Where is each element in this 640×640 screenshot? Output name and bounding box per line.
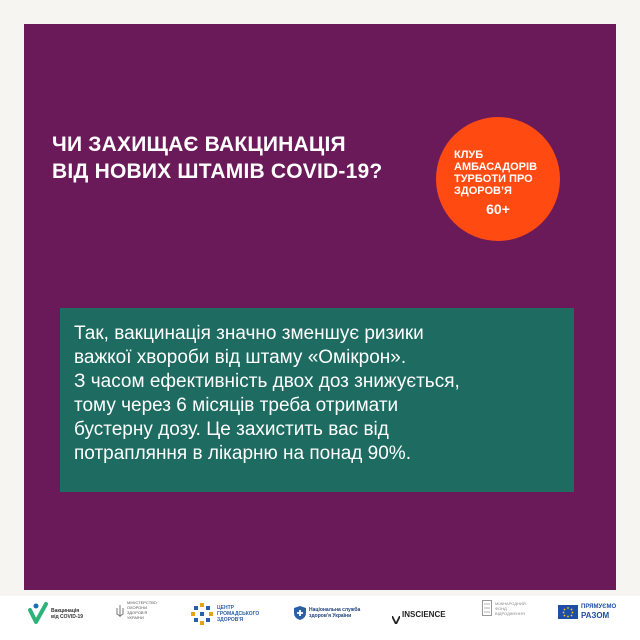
national-health-service-logo <box>294 606 360 620</box>
logo-line: ФОНД <box>495 605 507 611</box>
answer-line: бустерну дозу. Це захистить вас від <box>74 419 389 440</box>
logo-line: ЗДОРОВ'Я <box>127 610 148 615</box>
ministry-health-logo <box>116 600 157 620</box>
badge-title-line: ЗДОРОВ’Я <box>454 185 512 197</box>
question-line: ВІД НОВИХ ШТАМІВ COVID-19? <box>52 160 383 183</box>
question-line: ЧИ ЗАХИЩАЄ ВАКЦИНАЦІЯ <box>52 133 346 156</box>
inscience-icon <box>392 611 400 619</box>
logo-line: ГРОМАДСЬКОГО <box>217 611 260 617</box>
badge-title <box>454 149 556 197</box>
badge-title-line: АМБАСАДОРІВ <box>454 161 538 173</box>
logo-line: ПРЯМУЄМО <box>581 604 617 610</box>
logo-line: ОХОРОНИ <box>127 605 148 610</box>
badge-title-line: КЛУБ <box>454 149 484 161</box>
logo-line: ВІДРОДЖЕННЯ <box>495 610 525 616</box>
slide-card <box>24 24 616 590</box>
health-shield-icon <box>294 606 306 620</box>
logo-line: ЗДОРОВ'Я <box>217 617 244 623</box>
public-health-center-logo <box>190 602 259 626</box>
answer-box <box>60 308 574 492</box>
renaissance-foundation-logo <box>482 600 526 616</box>
answer-line: потрапляння в лікарню на понад 90%. <box>74 443 411 464</box>
answer-line: тому через 6 місяців треба отримати <box>74 395 399 416</box>
coat-of-arms-icon <box>116 604 124 616</box>
logo-line: здоров'я України <box>309 613 352 619</box>
logo-line: ЦЕНТР <box>217 605 234 611</box>
logo-line: РАЗОМ <box>581 611 610 620</box>
renaissance-fund-icon <box>482 600 492 616</box>
logo-line: УКРАЇНИ <box>127 615 144 620</box>
answer-line: З часом ефективність двох доз знижується, <box>74 371 460 392</box>
eu-together-logo <box>558 604 616 620</box>
answer-line: важкої хвороби від штаму «Омікрон». <box>74 347 407 368</box>
partner-logos-footer <box>0 596 640 640</box>
ambassadors-club-badge <box>436 117 560 241</box>
logo-line: МІЖНАРОДНИЙ <box>495 600 526 606</box>
logo-line: від COVID-19 <box>51 614 84 620</box>
vaccination-logo <box>28 602 83 626</box>
logo-line: МІНІСТЕРСТВО <box>127 600 157 605</box>
logo-line: Національна служба <box>309 607 361 613</box>
badge-title-line: ТУРБОТИ ПРО <box>454 173 533 185</box>
eu-flag-icon <box>558 605 578 619</box>
community-health-icon <box>190 602 214 626</box>
inscience-logo <box>392 610 446 619</box>
badge-age: 60+ <box>486 201 510 217</box>
logo-line: Вакцинація <box>51 608 80 614</box>
vaccination-check-icon <box>28 602 48 626</box>
answer-line: Так, вакцинація значно зменшує ризики <box>74 323 424 344</box>
logo-line: INSCIENCE <box>402 610 446 619</box>
question-heading <box>52 131 402 185</box>
